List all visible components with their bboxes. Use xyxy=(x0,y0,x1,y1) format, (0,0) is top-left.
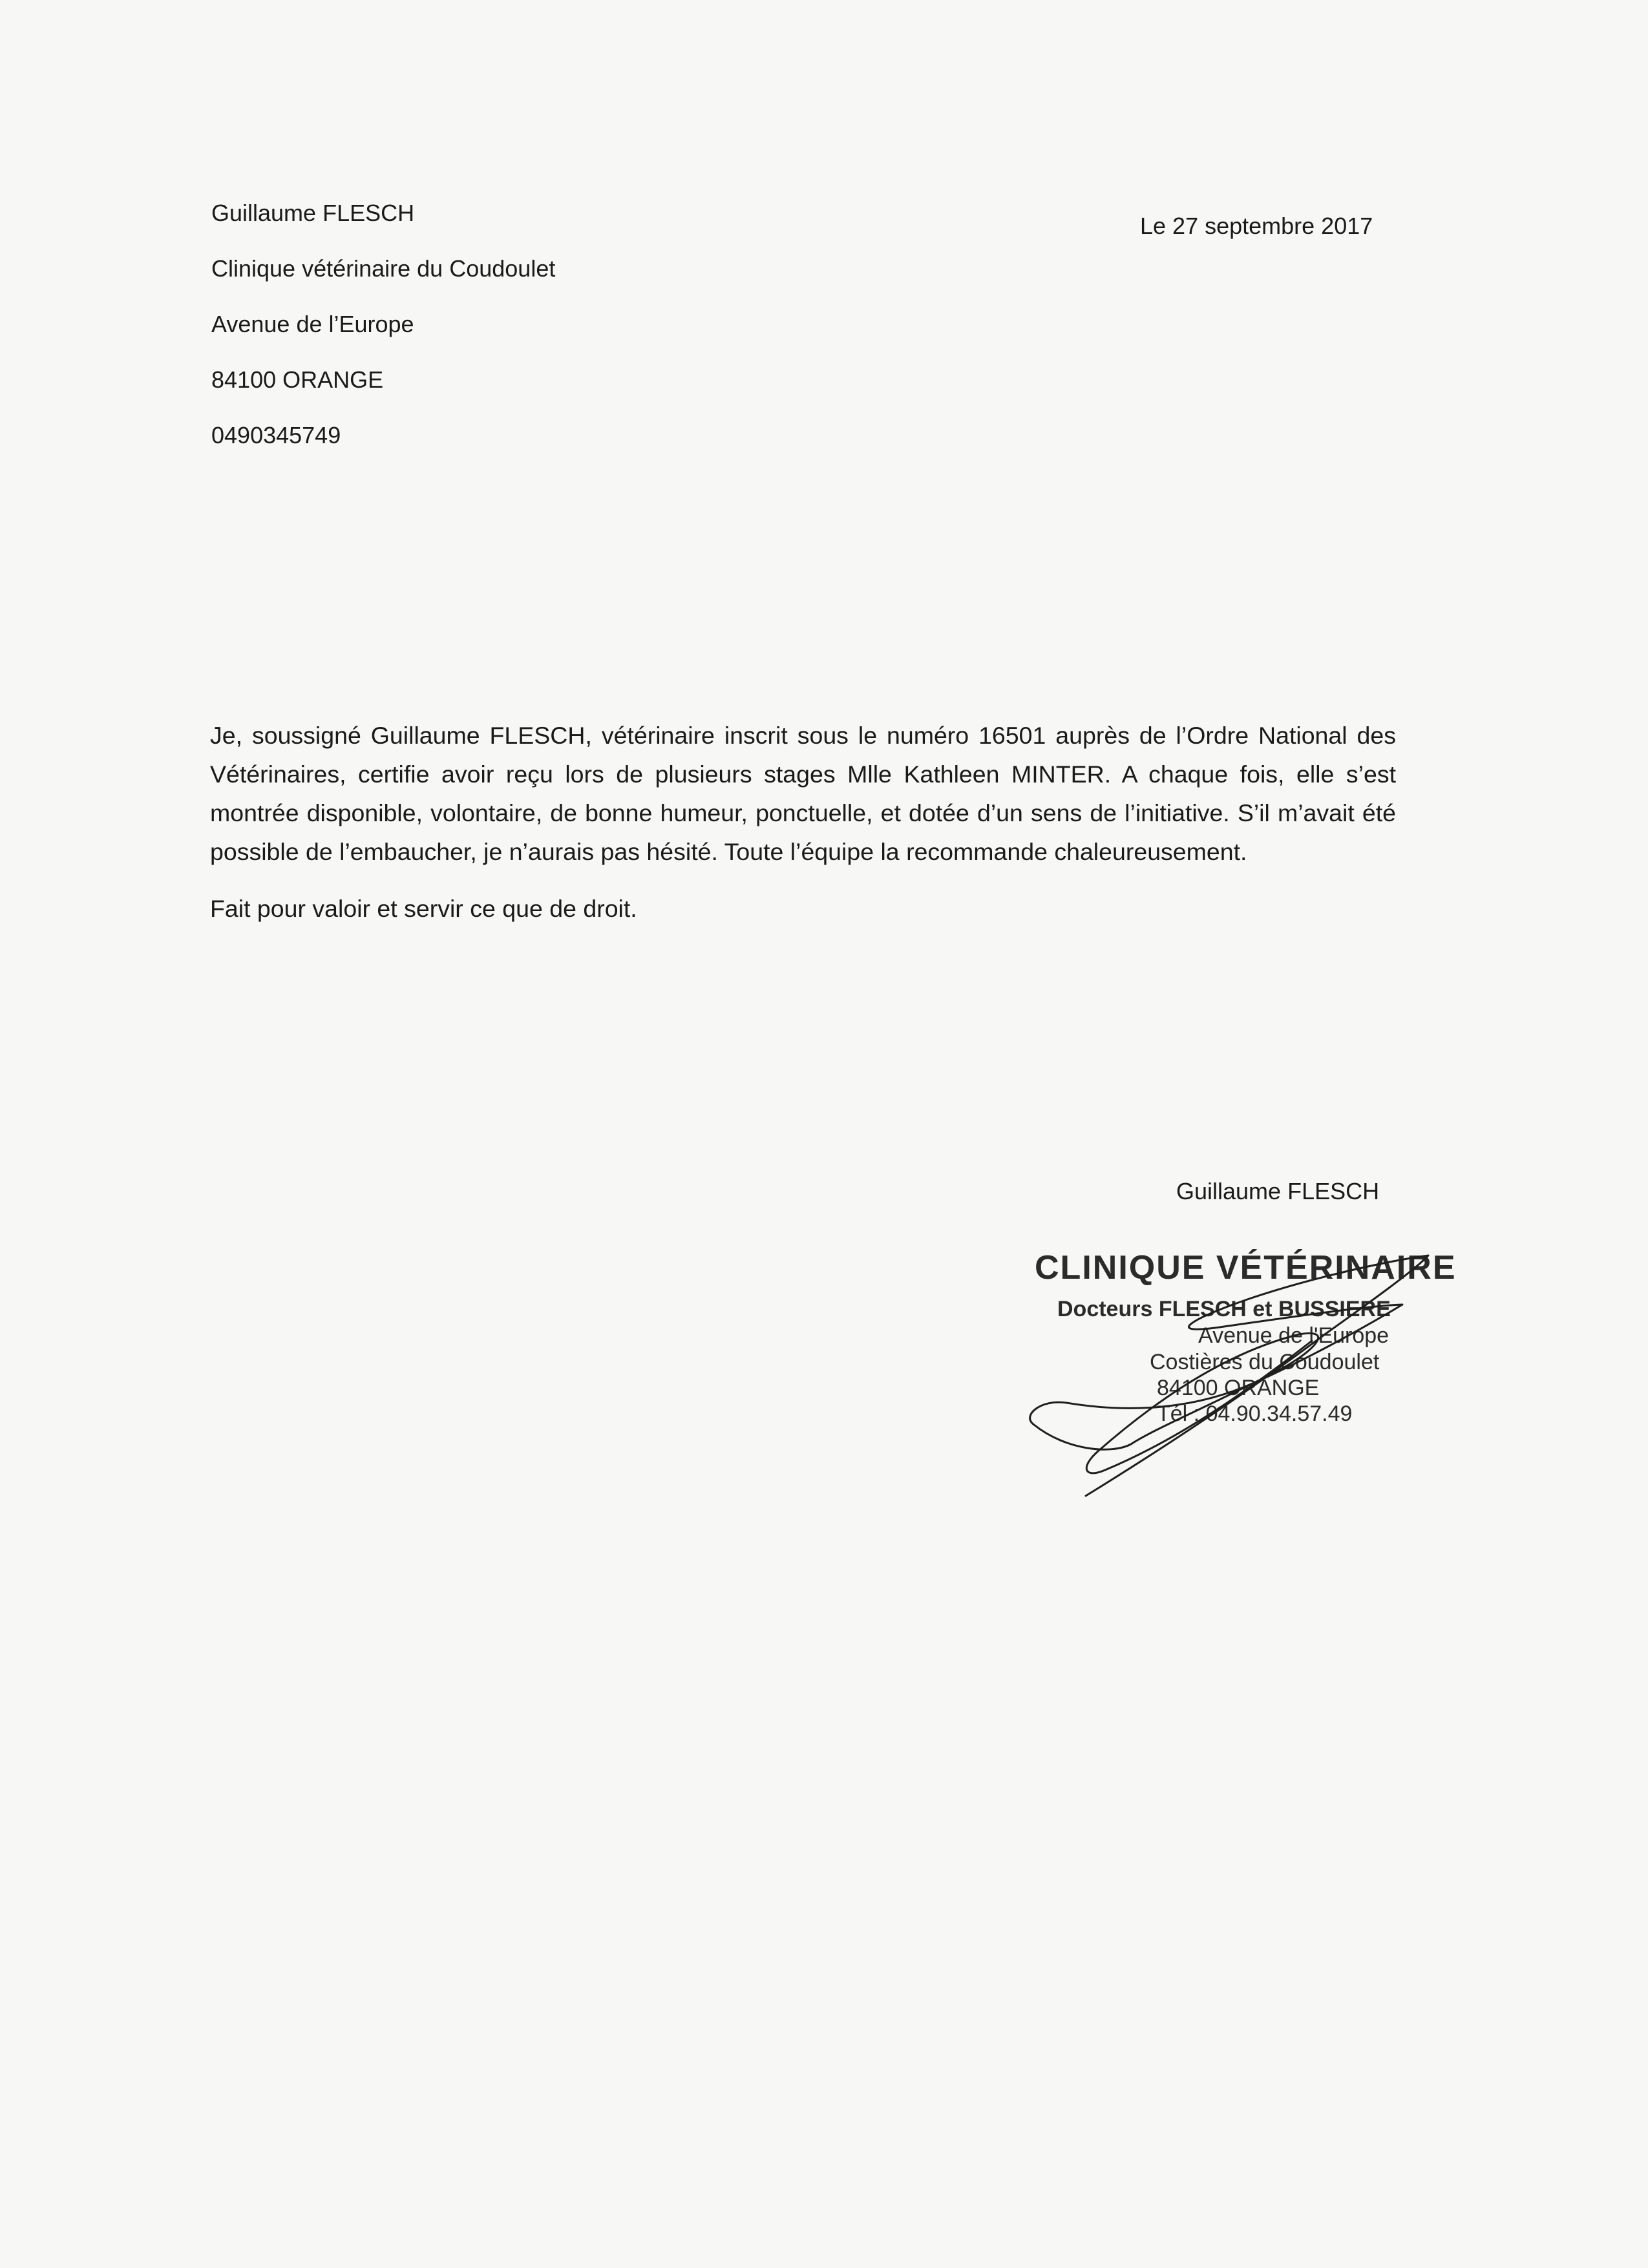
sender-block xyxy=(211,202,555,479)
stamp-line-5: 84100 ORANGE xyxy=(1157,1376,1320,1400)
letter-date: Le 27 septembre 2017 xyxy=(1140,213,1373,239)
letter-body xyxy=(210,716,1396,928)
sender-name: Guillaume FLESCH xyxy=(211,200,415,226)
sender-city: 84100 ORANGE xyxy=(211,366,384,393)
clinic-stamp-with-signature xyxy=(1002,1237,1480,1515)
body-paragraph: Je, soussigné Guillaume FLESCH, vétérinaire inscrit sous le numéro 16501 auprès de l’Ordre National des Vétérinaires, certifie avoir reçu lors de plusieurs stages Mlle Kathleen MINTER. A chaque fois, elle s’est montrée disponible, volontaire, de bonne humeur, ponctuelle, et dotée d’un sens de l’initiative. S’il m’avait été possible de l’embaucher, je n’aurais pas hésité. Toute l’équipe la recommande chaleureusement. xyxy=(210,722,1396,865)
stamp-line-2: Docteurs FLESCH et BUSSIERE xyxy=(1057,1297,1391,1321)
signatory-name: Guillaume FLESCH xyxy=(1176,1178,1380,1204)
sender-clinic: Clinique vétérinaire du Coudoulet xyxy=(211,255,556,282)
stamp-line-6: Tél : 04.90.34.57.49 xyxy=(1157,1402,1353,1426)
stamp-line-1: CLINIQUE VÉTÉRINAIRE xyxy=(1035,1249,1457,1286)
stamp-svg xyxy=(1002,1237,1480,1515)
stamp-line-3: Avenue de l'Europe xyxy=(1198,1323,1389,1348)
sender-street: Avenue de l’Europe xyxy=(211,311,414,337)
closing-formula: Fait pour valoir et servir ce que de droit. xyxy=(210,895,637,922)
stamp-line-4: Costières du Coudoulet xyxy=(1150,1350,1380,1374)
sender-phone: 0490345749 xyxy=(211,422,341,448)
